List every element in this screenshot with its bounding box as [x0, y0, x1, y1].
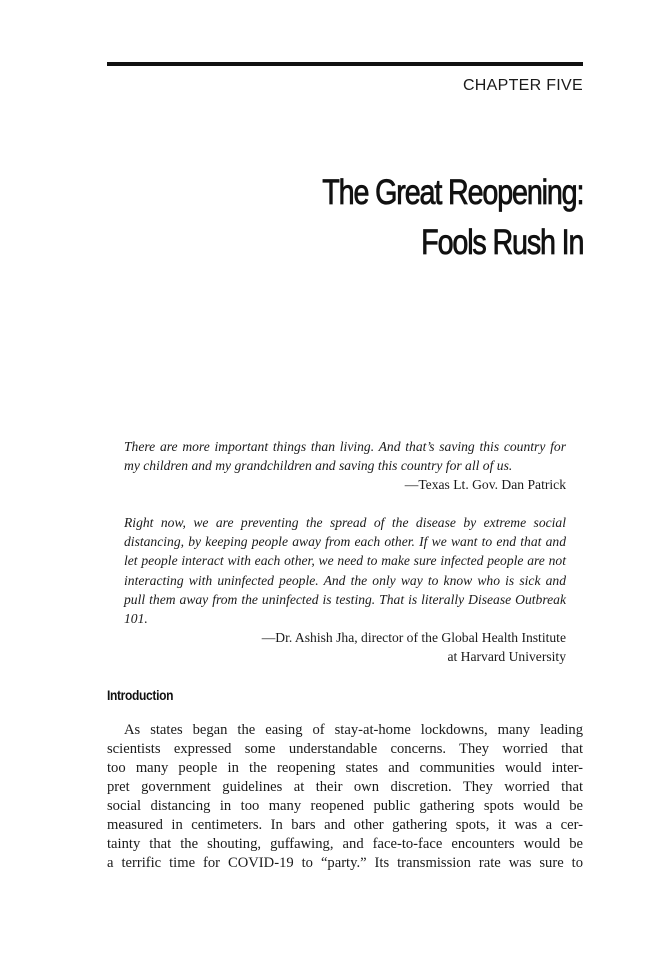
- body-line: scientists expressed some understandable concerns. They worried that: [107, 741, 583, 757]
- chapter-label: CHAPTER FIVE: [462, 77, 583, 94]
- body-line: a terrific time for COVID-19 to “party.” Its transmission rate was sure to: [107, 855, 583, 871]
- body-line: As states began the easing of stay-at-home lockdowns, many leading: [124, 722, 583, 738]
- body-line: pret government guidelines at their own discretion. They worried that: [107, 779, 583, 795]
- epigraph-attribution-line-1: —Dr. Ashish Jha, director of the Global Health Institute: [261, 630, 566, 646]
- epigraph-quote: Right now, we are preventing the spread of the disease by extreme social distancing, by keeping people away from each other. If we want to end that and let people interact with each other, we need to make sure infected people are not interacting with uninfected people. And the only way to know who is sick and pull them away from the uninfected is testing. That is literally Disease Outbreak 101.: [124, 515, 566, 627]
- chapter-title-line-1: The Great Reopening:: [321, 173, 583, 212]
- body-line: too many people in the reopening states and communities would inter-: [107, 760, 583, 776]
- top-rule: [107, 62, 583, 66]
- chapter-title-line-2: Fools Rush In: [420, 223, 583, 262]
- chapter-title: [322, 168, 583, 268]
- epigraph-attribution: —Texas Lt. Gov. Dan Patrick: [404, 477, 566, 493]
- body-line: measured in centimeters. In bars and other gathering spots, it was a cer-: [107, 817, 583, 833]
- epigraph-attribution-line-2: at Harvard University: [447, 649, 566, 665]
- section-heading: Introduction: [107, 687, 174, 703]
- body-line: tainty that the shouting, guffawing, and face-to-face encounters would be: [107, 836, 583, 852]
- body-line: social distancing in too many reopened public gathering spots would be: [107, 798, 583, 814]
- epigraph-quote: There are more important things than living. And that’s saving this country for my children and my grandchildren and saving this country for all of us.: [124, 439, 566, 474]
- epigraph-1: [124, 437, 566, 495]
- epigraph-2: [124, 513, 566, 667]
- body-paragraph: [107, 721, 583, 873]
